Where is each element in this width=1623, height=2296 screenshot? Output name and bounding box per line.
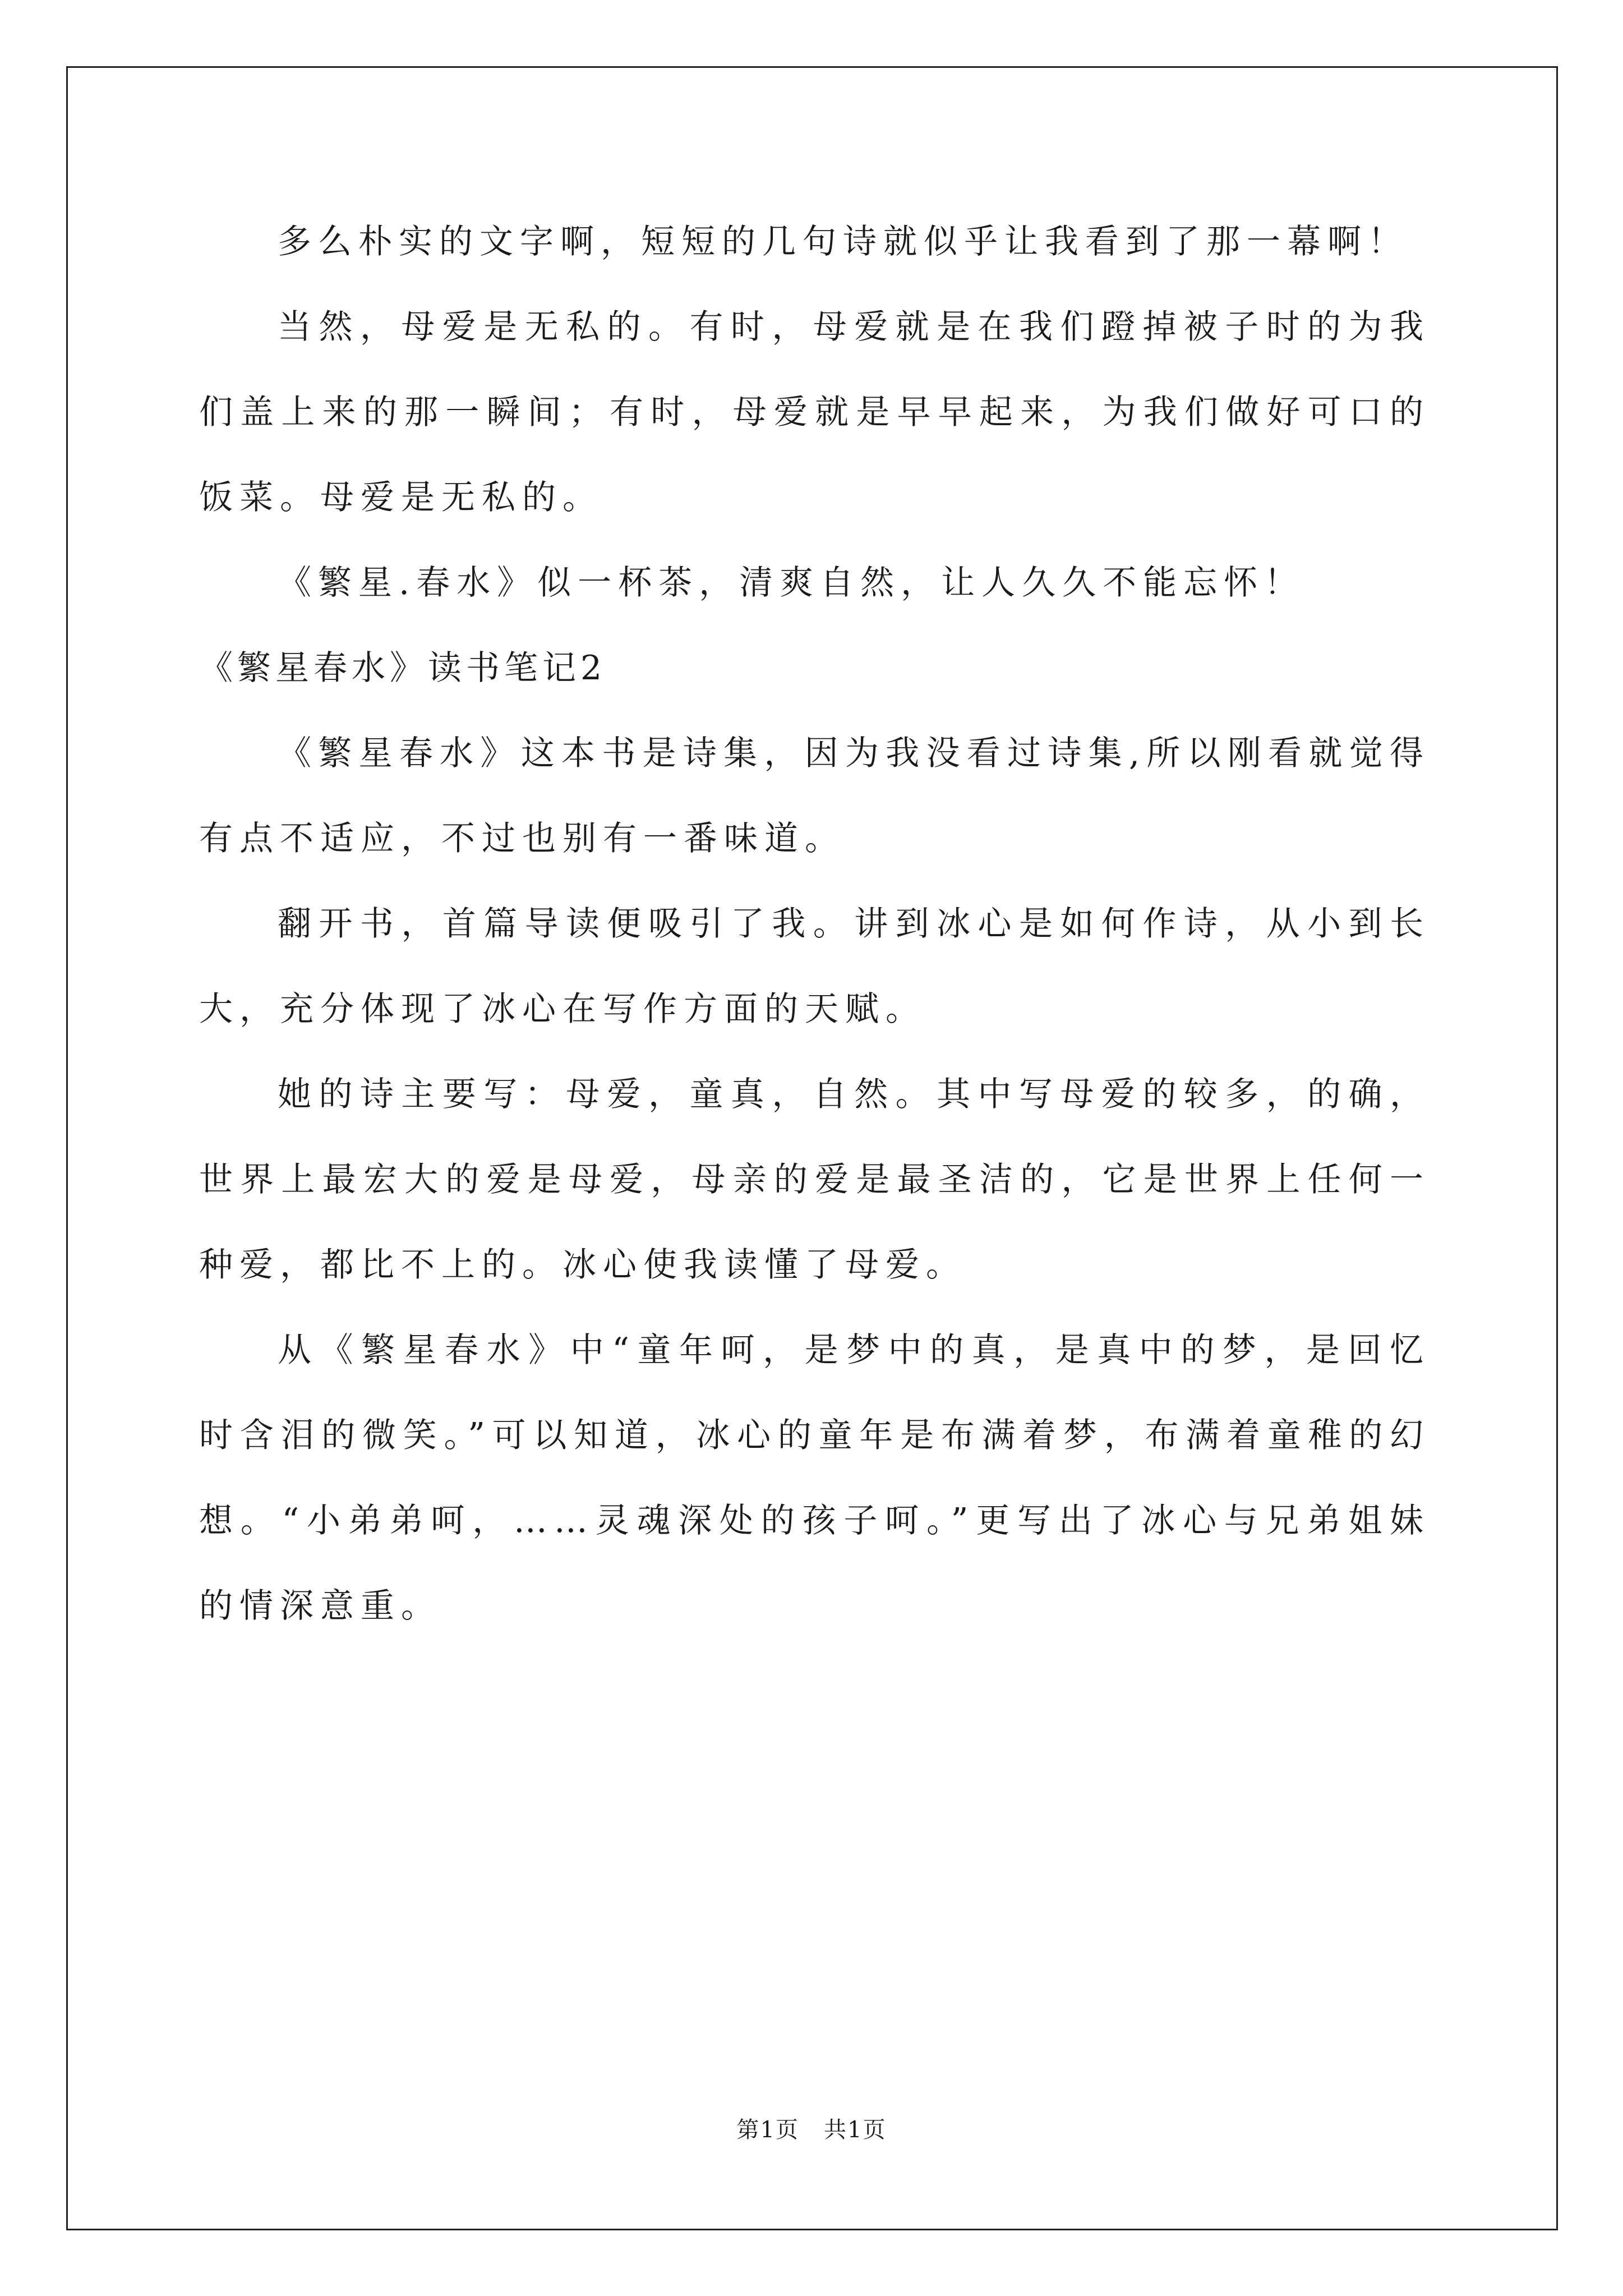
page-number: 第1页 <box>736 2117 799 2143</box>
paragraph: 《繁星.春水》似一杯茶，清爽自然，让人久久不能忘怀！ <box>278 563 1305 602</box>
paragraph: 她的诗主要写：母爱，童真，自然。其中写母爱的较多，的确，世界上最宏大的爱是母爱，母亲的爱是最圣洁的，它是世界上任何一种爱，都比不上的。冰心使我读懂了母爱。 <box>199 1075 1430 1285</box>
paragraph: 当然，母爱是无私的。有时，母爱就是在我们蹬掉被子时的为我们盖上来的那一瞬间；有时，母爱就是早早起来，为我们做好可口的饭菜。母爱是无私的。 <box>199 307 1430 517</box>
page-total: 共1页 <box>824 2117 887 2143</box>
paragraph: 从《繁星春水》中“童年呵，是梦中的真，是真中的梦，是回忆时含泪的微笑。”可以知道，冰心的童年是布满着梦，布满着童稚的幻想。“小弟弟呵，……灵魂深处的孩子呵。”更写出了冰心与兄弟姐妹的情深意重。 <box>199 1331 1431 1626</box>
paragraph: 翻开书，首篇导读便吸引了我。讲到冰心是如何作诗，从小到长大，充分体现了冰心在写作方面的天赋。 <box>199 904 1430 1029</box>
section-heading: 《繁星春水》读书笔记2 <box>199 648 607 688</box>
document-body <box>199 199 1430 1649</box>
page-footer <box>0 2112 1623 2144</box>
paragraph: 《繁星春水》这本书是诗集，因为我没看过诗集,所以刚看就觉得有点不适应，不过也别有一番味道。 <box>199 734 1430 858</box>
paragraph: 多么朴实的文字啊，短短的几句诗就似乎让我看到了那一幕啊！ <box>278 222 1408 261</box>
